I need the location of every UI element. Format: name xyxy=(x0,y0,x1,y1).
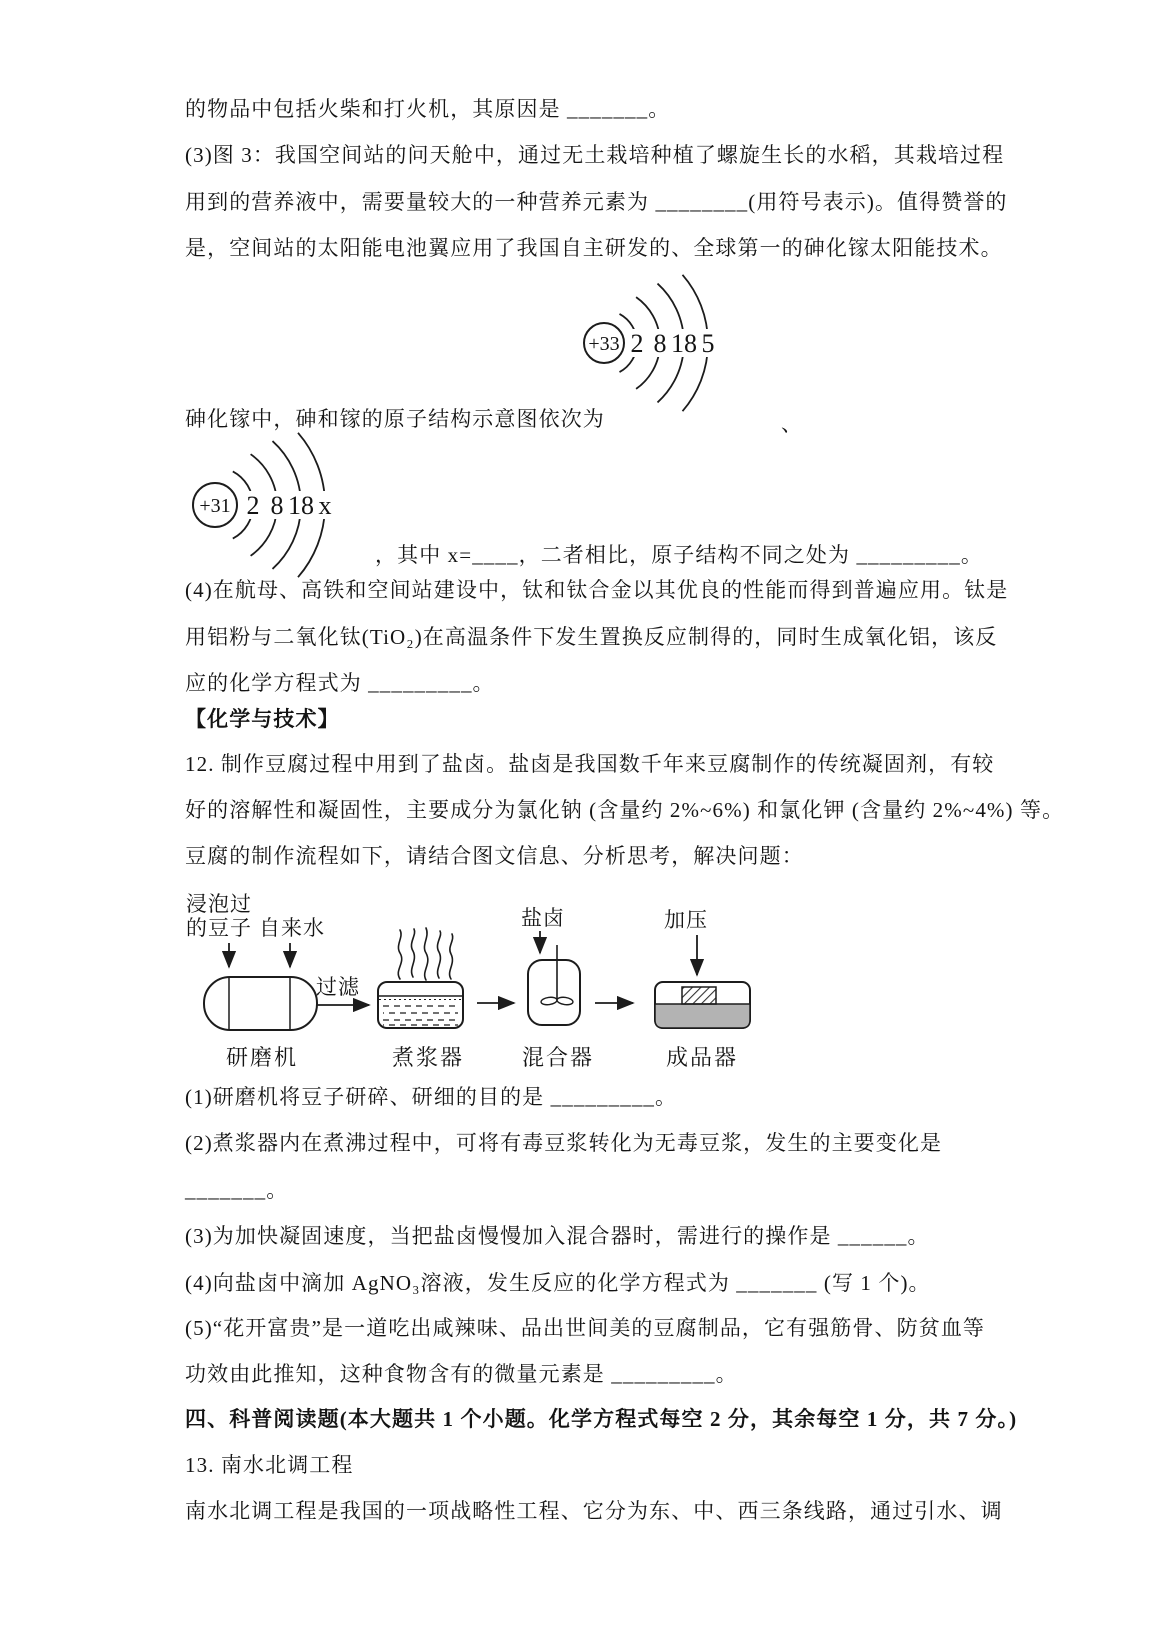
line-q12-sub3: (3)为加快凝固速度，当把盐卤慢慢加入混合器时，需进行的操作是 ______。 xyxy=(185,1224,930,1248)
line-q12-sub4: (4)向盐卤中滴加 AgNO₃溶液，发生反应的化学方程式为 _______ (写 1 个)。 xyxy=(185,1271,931,1295)
line-q3-space-station: (3)图 3：我国空间站的问天舱中，通过无土栽培种植了螺旋生长的水稻，其栽培过程 xyxy=(185,143,1005,167)
flow-diagram-tofu xyxy=(183,885,763,1085)
shell2-electrons: 8 xyxy=(653,329,667,358)
input-soaked-beans-label-2: 的豆子 xyxy=(186,916,252,940)
stirrer-blade xyxy=(557,996,574,1005)
finisher-base xyxy=(655,1004,750,1028)
line-q12-sub2: (2)煮浆器内在煮沸过程中，可将有毒豆浆转化为无毒豆浆，发生的主要变化是 xyxy=(185,1131,943,1155)
press-step-label: 加压 xyxy=(664,908,708,932)
line-q3-nutrient-blank: 用到的营养液中，需要量较大的一种营养元素为 ________(用符号表示)。值得赞誉的 xyxy=(185,190,1008,214)
steam-icon xyxy=(450,934,453,979)
device-label-grinder: 研磨机 xyxy=(226,1045,299,1070)
input-soaked-beans-label-1: 浸泡过 xyxy=(186,892,252,916)
shell1-electrons: 2 xyxy=(246,491,260,520)
device-label-boiler: 煮浆器 xyxy=(392,1045,465,1070)
shell3-electrons: 18 xyxy=(671,329,697,358)
steam-icon xyxy=(437,931,440,978)
line-q12-intro: 12. 制作豆腐过程中用到了盐卤。盐卤是我国数千年来豆腐制作的传统凝固剂，有较 xyxy=(185,752,995,776)
device-label-mixer: 混合器 xyxy=(522,1045,595,1070)
line-q13-intro: 南水北调工程是我国的一项战略性工程、它分为东、中、西三条线路，通过引水、调 xyxy=(185,1499,1003,1523)
tofu-block xyxy=(682,987,716,1004)
line-q3-solar: 是，空间站的太阳能电池翼应用了我国自主研发的、全球第一的砷化镓太阳能技术。 xyxy=(185,236,1003,260)
line-q12-sub2-blank: _______。 xyxy=(185,1178,289,1202)
boiler-body xyxy=(378,982,463,1028)
line-atomic-structure-intro: 砷化镓中，砷和镓的原子结构示意图依次为 xyxy=(185,407,605,431)
filter-step-label: 过滤 xyxy=(316,975,360,999)
mixer-body xyxy=(528,960,580,1025)
atom-diagram-gallium xyxy=(172,420,422,585)
steam-icon xyxy=(398,930,401,979)
grinder-body xyxy=(204,977,317,1030)
shell1-electrons: 2 xyxy=(630,329,644,358)
line-q12-sub5: (5)“花开富贵”是一道吃出咸辣味、品出世间美的豆腐制品，它有强筋骨、防贫血等 xyxy=(185,1316,986,1340)
shell2-electrons: 8 xyxy=(270,491,284,520)
heading-section-four: 四、科普阅读题(本大题共 1 个小题。化学方程式每空 2 分，其余每空 1 分，共 7 分。) xyxy=(185,1407,1018,1431)
heading-chemistry-technology: 【化学与技术】 xyxy=(185,707,340,731)
enumeration-comma: 、 xyxy=(781,412,804,436)
atom-diagram-arsenic xyxy=(545,258,790,428)
steam-icon xyxy=(424,928,427,980)
line-x-value-blank: ，其中 x=____，二者相比，原子结构不同之处为 _________。 xyxy=(375,543,983,567)
line-q13-title: 13. 南水北调工程 xyxy=(185,1453,354,1477)
line-q4-titanium: (4)在航母、高铁和空间站建设中，钛和钛合金以其优良的性能而得到普遍应用。钛是 xyxy=(185,578,1009,602)
steam-icon xyxy=(411,929,414,977)
nucleus-charge-label: +31 xyxy=(199,495,231,517)
nucleus-charge-label: +33 xyxy=(588,333,620,355)
device-label-finisher: 成品器 xyxy=(666,1045,739,1070)
line-q12-sub1: (1)研磨机将豆子研碎、研细的目的是 _________。 xyxy=(185,1085,678,1109)
shell4-electrons: 5 xyxy=(701,329,715,358)
input-tap-water-label: 自来水 xyxy=(259,916,325,940)
line-q12-sub5-cont: 功效由此推知，这种食物含有的微量元素是 _________。 xyxy=(185,1362,738,1386)
line-q4-equation-blank: 应的化学方程式为 _________。 xyxy=(185,671,495,695)
stirrer-blade xyxy=(541,996,558,1005)
shell4-electrons-x: x xyxy=(318,491,332,520)
line-fire-items: 的物品中包括火柴和打火机，其原因是 _______。 xyxy=(185,97,671,121)
line-q12-flow-intro: 豆腐的制作流程如下，请结合图文信息、分析思考，解决问题： xyxy=(185,844,804,868)
shell3-electrons: 18 xyxy=(288,491,314,520)
line-q12-composition: 好的溶解性和凝固性，主要成分为氯化钠 (含量约 2%~6%) 和氯化钾 (含量约 2%~4%) 等。 xyxy=(185,798,1065,822)
brine-input-label: 盐卤 xyxy=(521,906,565,930)
line-q4-reaction: 用铝粉与二氧化钛(TiO₂)在高温条件下发生置换反应制得的，同时生成氧化铝，该反 xyxy=(185,625,998,649)
